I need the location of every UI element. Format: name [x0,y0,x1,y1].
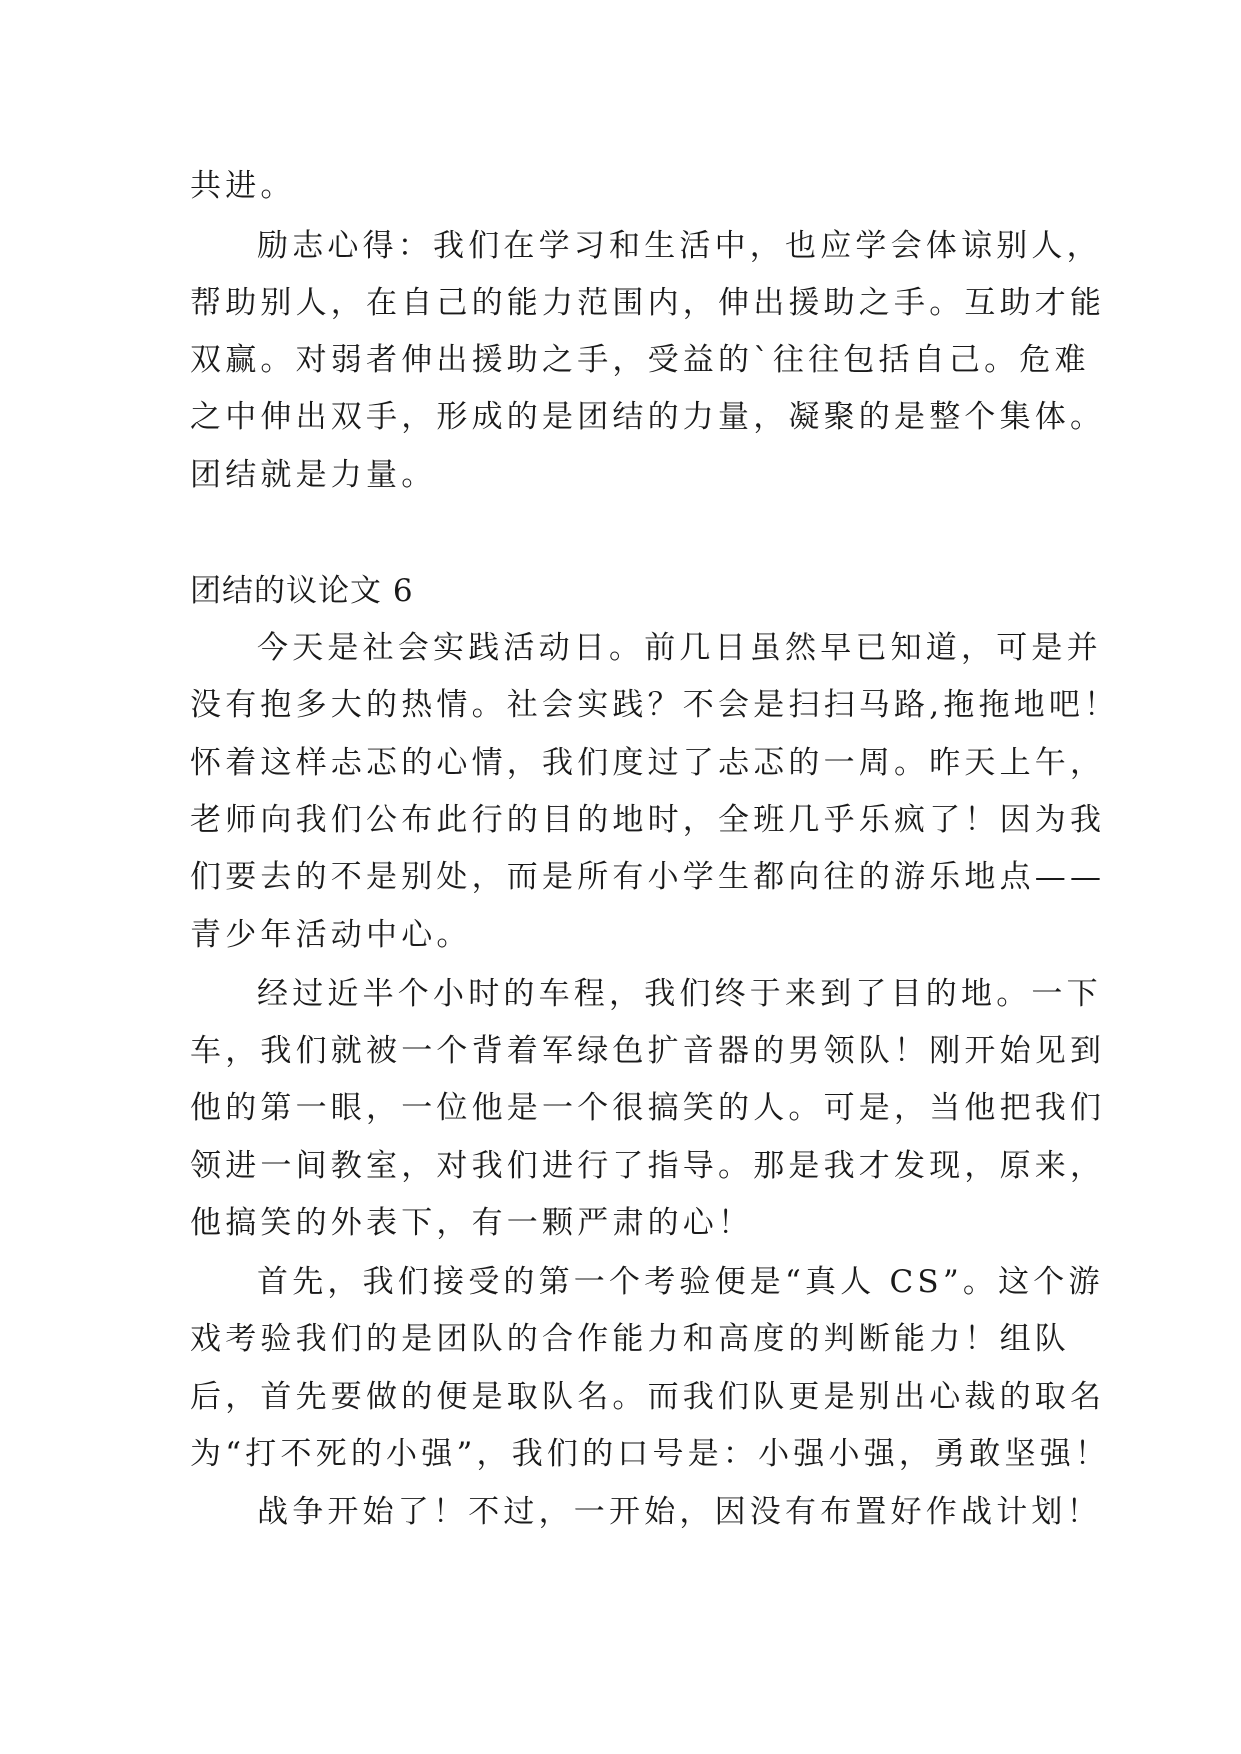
text-line: 共进。 [190,168,296,204]
text-line: 怀着这样忐忑的心情，我们度过了忐忑的一周。昨天上午， [190,745,1106,781]
text-line: 戏考验我们的是团队的合作能力和高度的判断能力！组队 [190,1321,1070,1357]
paragraph-start-line: 励志心得：我们在学习和生活中，也应学会体谅别人， [257,228,1102,264]
text-line: 帮助别人，在自己的能力范围内，伸出援助之手。互助才能 [190,285,1106,321]
paragraph-start-line: 战争开始了！不过，一开始，因没有布置好作战计划！ [257,1494,1102,1530]
text-line: 车，我们就被一个背着军绿色扩音器的男领队！刚开始见到 [190,1033,1106,1069]
text-line: 领进一间教室，对我们进行了指导。那是我才发现，原来， [190,1148,1106,1184]
text-line: 没有抱多大的热情。社会实践？不会是扫扫马路,拖拖地吧！ [190,687,1120,723]
text-line: 青少年活动中心。 [190,917,472,953]
text-line: 之中伸出双手，形成的是团结的力量，凝聚的是整个集体。 [190,399,1106,435]
text-line: 他搞笑的外表下，有一颗严肃的心！ [190,1205,754,1241]
paragraph-start-line: 经过近半个小时的车程，我们终于来到了目的地。一下 [257,976,1102,1012]
text-line: 们要去的不是别处，而是所有小学生都向往的游乐地点—— [190,859,1106,895]
paragraph-start-line: 首先，我们接受的第一个考验便是“真人 CS”。这个游 [257,1264,1104,1300]
text-line: 老师向我们公布此行的目的地时，全班几乎乐疯了！因为我 [190,802,1106,838]
paragraph-start-line: 今天是社会实践活动日。前几日虽然早已知道，可是并 [257,630,1102,666]
text-line: 为“打不死的小强”，我们的口号是：小强小强，勇敢坚强！ [190,1436,1111,1472]
text-line: 他的第一眼，一位他是一个很搞笑的人。可是，当他把我们 [190,1090,1106,1126]
text-line: 双赢。对弱者伸出援助之手，受益的`往往包括自己。危难 [190,342,1090,378]
text-line: 团结就是力量。 [190,457,437,493]
section-heading: 团结的议论文 6 [190,573,414,609]
text-line: 后，首先要做的便是取队名。而我们队更是别出心裁的取名 [190,1379,1106,1415]
